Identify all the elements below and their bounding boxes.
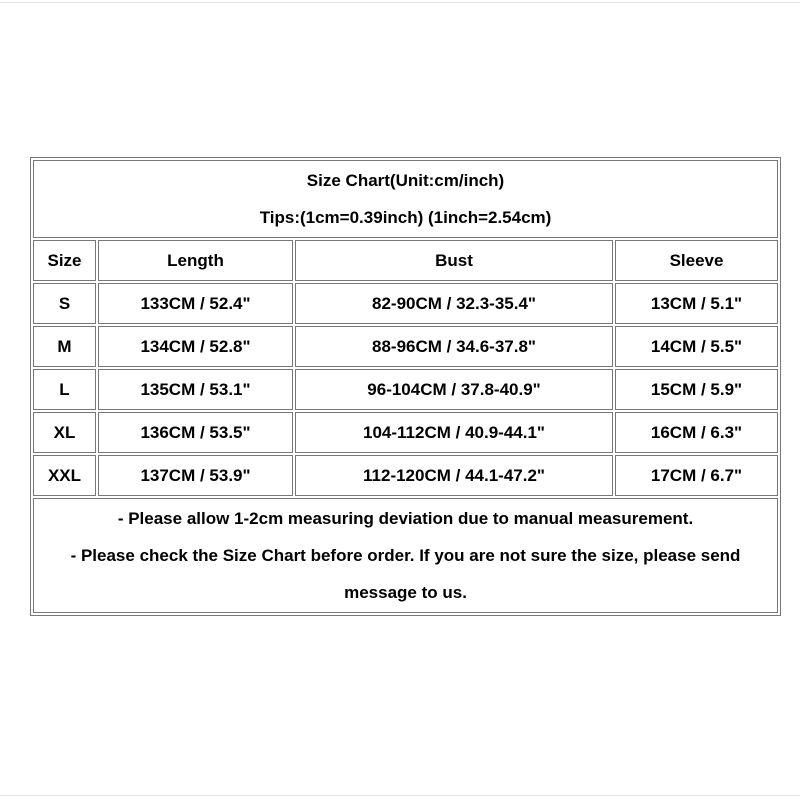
- size-cell: S: [33, 283, 96, 324]
- sleeve-cell: 15CM / 5.9": [615, 369, 778, 410]
- notes-cell: [33, 498, 778, 613]
- size-cell: L: [33, 369, 96, 410]
- length-cell: 134CM / 52.8": [98, 326, 293, 367]
- bottom-divider: [0, 795, 800, 796]
- bust-cell: 96-104CM / 37.8-40.9": [295, 369, 613, 410]
- chart-title: Size Chart(Unit:cm/inch): [306, 171, 505, 190]
- table-row: [33, 412, 778, 453]
- bust-cell: 88-96CM / 34.6-37.8": [295, 326, 613, 367]
- column-header-length: Length: [98, 240, 293, 281]
- length-cell: 136CM / 53.5": [98, 412, 293, 453]
- bust-cell: 112-120CM / 44.1-47.2": [295, 455, 613, 496]
- length-cell: 133CM / 52.4": [98, 283, 293, 324]
- table-row: [33, 369, 778, 410]
- sleeve-cell: 13CM / 5.1": [615, 283, 778, 324]
- table-row: [33, 326, 778, 367]
- size-cell: XL: [33, 412, 96, 453]
- length-cell: 137CM / 53.9": [98, 455, 293, 496]
- header-row: [33, 240, 778, 281]
- sleeve-cell: 17CM / 6.7": [615, 455, 778, 496]
- size-chart-table: [30, 157, 781, 616]
- sleeve-cell: 16CM / 6.3": [615, 412, 778, 453]
- chart-tips: Tips:(1cm=0.39inch) (1inch=2.54cm): [259, 208, 552, 227]
- title-cell: [33, 160, 778, 238]
- table-row: [33, 283, 778, 324]
- length-cell: 135CM / 53.1": [98, 369, 293, 410]
- size-cell: XXL: [33, 455, 96, 496]
- column-header-sleeve: Sleeve: [615, 240, 778, 281]
- bust-cell: 82-90CM / 32.3-35.4": [295, 283, 613, 324]
- notes-row: [33, 498, 778, 613]
- sleeve-cell: 14CM / 5.5": [615, 326, 778, 367]
- title-row: [33, 160, 778, 238]
- bust-cell: 104-112CM / 40.9-44.1": [295, 412, 613, 453]
- table-row: [33, 455, 778, 496]
- size-cell: M: [33, 326, 96, 367]
- top-divider: [0, 2, 800, 3]
- column-header-bust: Bust: [295, 240, 613, 281]
- column-header-size: Size: [33, 240, 96, 281]
- note-deviation: - Please allow 1-2cm measuring deviation due to manual measurement.: [117, 509, 694, 528]
- note-check-size: - Please check the Size Chart before order. If you are not sure the size, please send message to us.: [70, 546, 741, 602]
